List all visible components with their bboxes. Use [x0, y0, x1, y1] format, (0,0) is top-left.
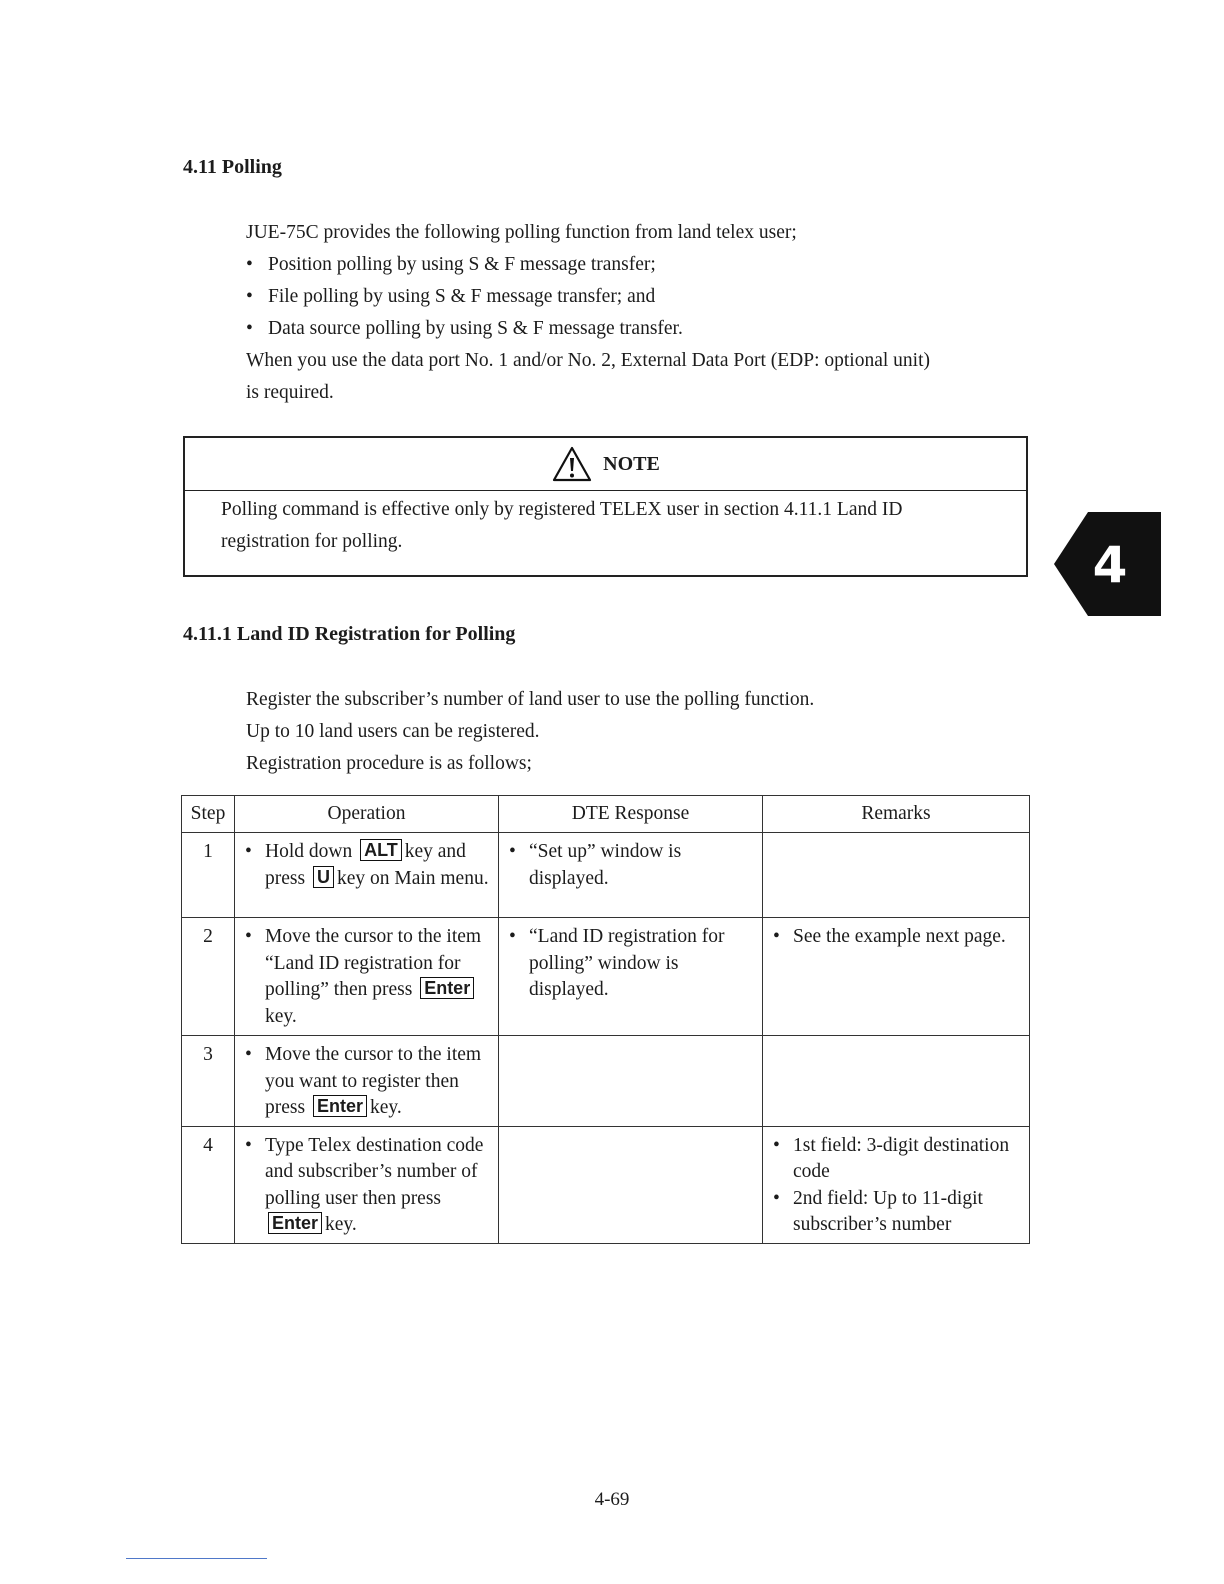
data-port-line: When you use the data port No. 1 and/or No. 2, External Data Port (EDP: optional unit): [246, 350, 930, 371]
note-line: registration for polling.: [221, 531, 403, 552]
remark-item: • See the example next page.: [773, 924, 1025, 951]
bullet-text: Data source polling by using S & F message transfer.: [268, 318, 683, 339]
remarks-cell: [763, 1036, 1030, 1127]
operation-text: Type Telex destination code and subscriber’s number of polling user then press: [265, 1134, 484, 1209]
step-number: 3: [182, 1036, 235, 1127]
intro-paragraph: [246, 217, 930, 409]
remarks-cell: [763, 918, 1030, 1036]
intro-line: JUE-75C provides the following polling function from land telex user;: [246, 222, 797, 243]
data-port-line: is required.: [246, 382, 334, 403]
bullet-text: Position polling by using S & F message transfer;: [268, 254, 656, 275]
table-row: [182, 833, 1030, 918]
subsection-line: Registration procedure is as follows;: [246, 753, 532, 774]
page-number: 4-69: [594, 1489, 630, 1510]
table-row: [182, 1126, 1030, 1243]
step-number: 4: [182, 1126, 235, 1243]
bullet-data-source-polling: [246, 313, 930, 345]
subsection-line: Register the subscriber’s number of land user to use the polling function.: [246, 689, 815, 710]
response-item: • “Set up” window is displayed.: [509, 839, 758, 892]
subsection-heading: 4.11.1 Land ID Registration for Polling: [183, 623, 516, 645]
operation-text: key.: [369, 1097, 402, 1118]
operation-cell: [235, 833, 499, 918]
response-cell: [499, 833, 763, 918]
remark-item: • 2nd field: Up to 11-digit subscriber’s number: [773, 1186, 1025, 1239]
operation-item: [245, 839, 494, 892]
header-operation: Operation: [235, 796, 499, 833]
step-number: 2: [182, 918, 235, 1036]
response-item: • “Land ID registration for polling” window is displayed.: [509, 924, 758, 1004]
note-title: NOTE: [603, 452, 660, 475]
u-key: U: [313, 866, 334, 888]
operation-text: key and press: [265, 841, 466, 889]
note-line: Polling command is effective only by registered TELEX user in section 4.11.1 Land ID: [221, 499, 903, 520]
header-dte-response: DTE Response: [499, 796, 763, 833]
header-step: Step: [182, 796, 235, 833]
note-body: [221, 494, 996, 558]
table-row: [182, 918, 1030, 1036]
bullet-position-polling: [246, 249, 930, 281]
subsection-line: Up to 10 land users can be registered.: [246, 721, 540, 742]
bullet-text: File polling by using S & F message transfer; and: [268, 286, 656, 307]
enter-key: Enter: [313, 1095, 367, 1117]
operation-cell: [235, 1126, 499, 1243]
operation-text: Move the cursor to the item “Land ID registration for polling” then press: [265, 926, 482, 1000]
operation-text: Hold down: [265, 841, 358, 862]
step-number: 1: [182, 833, 235, 918]
operation-cell: [235, 1036, 499, 1127]
response-cell: [499, 1126, 763, 1243]
note-box: [183, 436, 1028, 577]
operation-item: [245, 1133, 494, 1239]
table-header-row: [182, 796, 1030, 833]
operation-item: [245, 924, 494, 1030]
enter-key: Enter: [420, 977, 474, 999]
bullet-file-polling: [246, 281, 930, 313]
alt-key: ALT: [360, 839, 402, 861]
table-row: [182, 1036, 1030, 1127]
operation-cell: [235, 918, 499, 1036]
chapter-number: 4: [1092, 536, 1128, 594]
header-remarks: Remarks: [763, 796, 1030, 833]
warning-triangle-icon: [551, 445, 593, 483]
remark-item: • 1st field: 3-digit destination code: [773, 1133, 1025, 1186]
operation-text: key on Main menu.: [336, 867, 489, 889]
note-header: [185, 438, 1026, 491]
operation-item: [245, 1042, 494, 1122]
procedure-table: [181, 795, 1030, 1244]
operation-text: key.: [265, 1005, 297, 1027]
enter-key: Enter: [268, 1212, 322, 1234]
operation-text: key.: [325, 1214, 357, 1235]
response-cell: [499, 1036, 763, 1127]
footer-rule: [126, 1558, 267, 1559]
operation-text: Move the cursor to the item you want to register then press: [265, 1044, 482, 1118]
subsection-paragraph: [246, 684, 814, 780]
response-cell: [499, 918, 763, 1036]
section-heading: 4.11 Polling: [183, 156, 282, 178]
remarks-cell: [763, 1126, 1030, 1243]
chapter-tab: [1054, 512, 1161, 616]
remarks-cell: [763, 833, 1030, 918]
